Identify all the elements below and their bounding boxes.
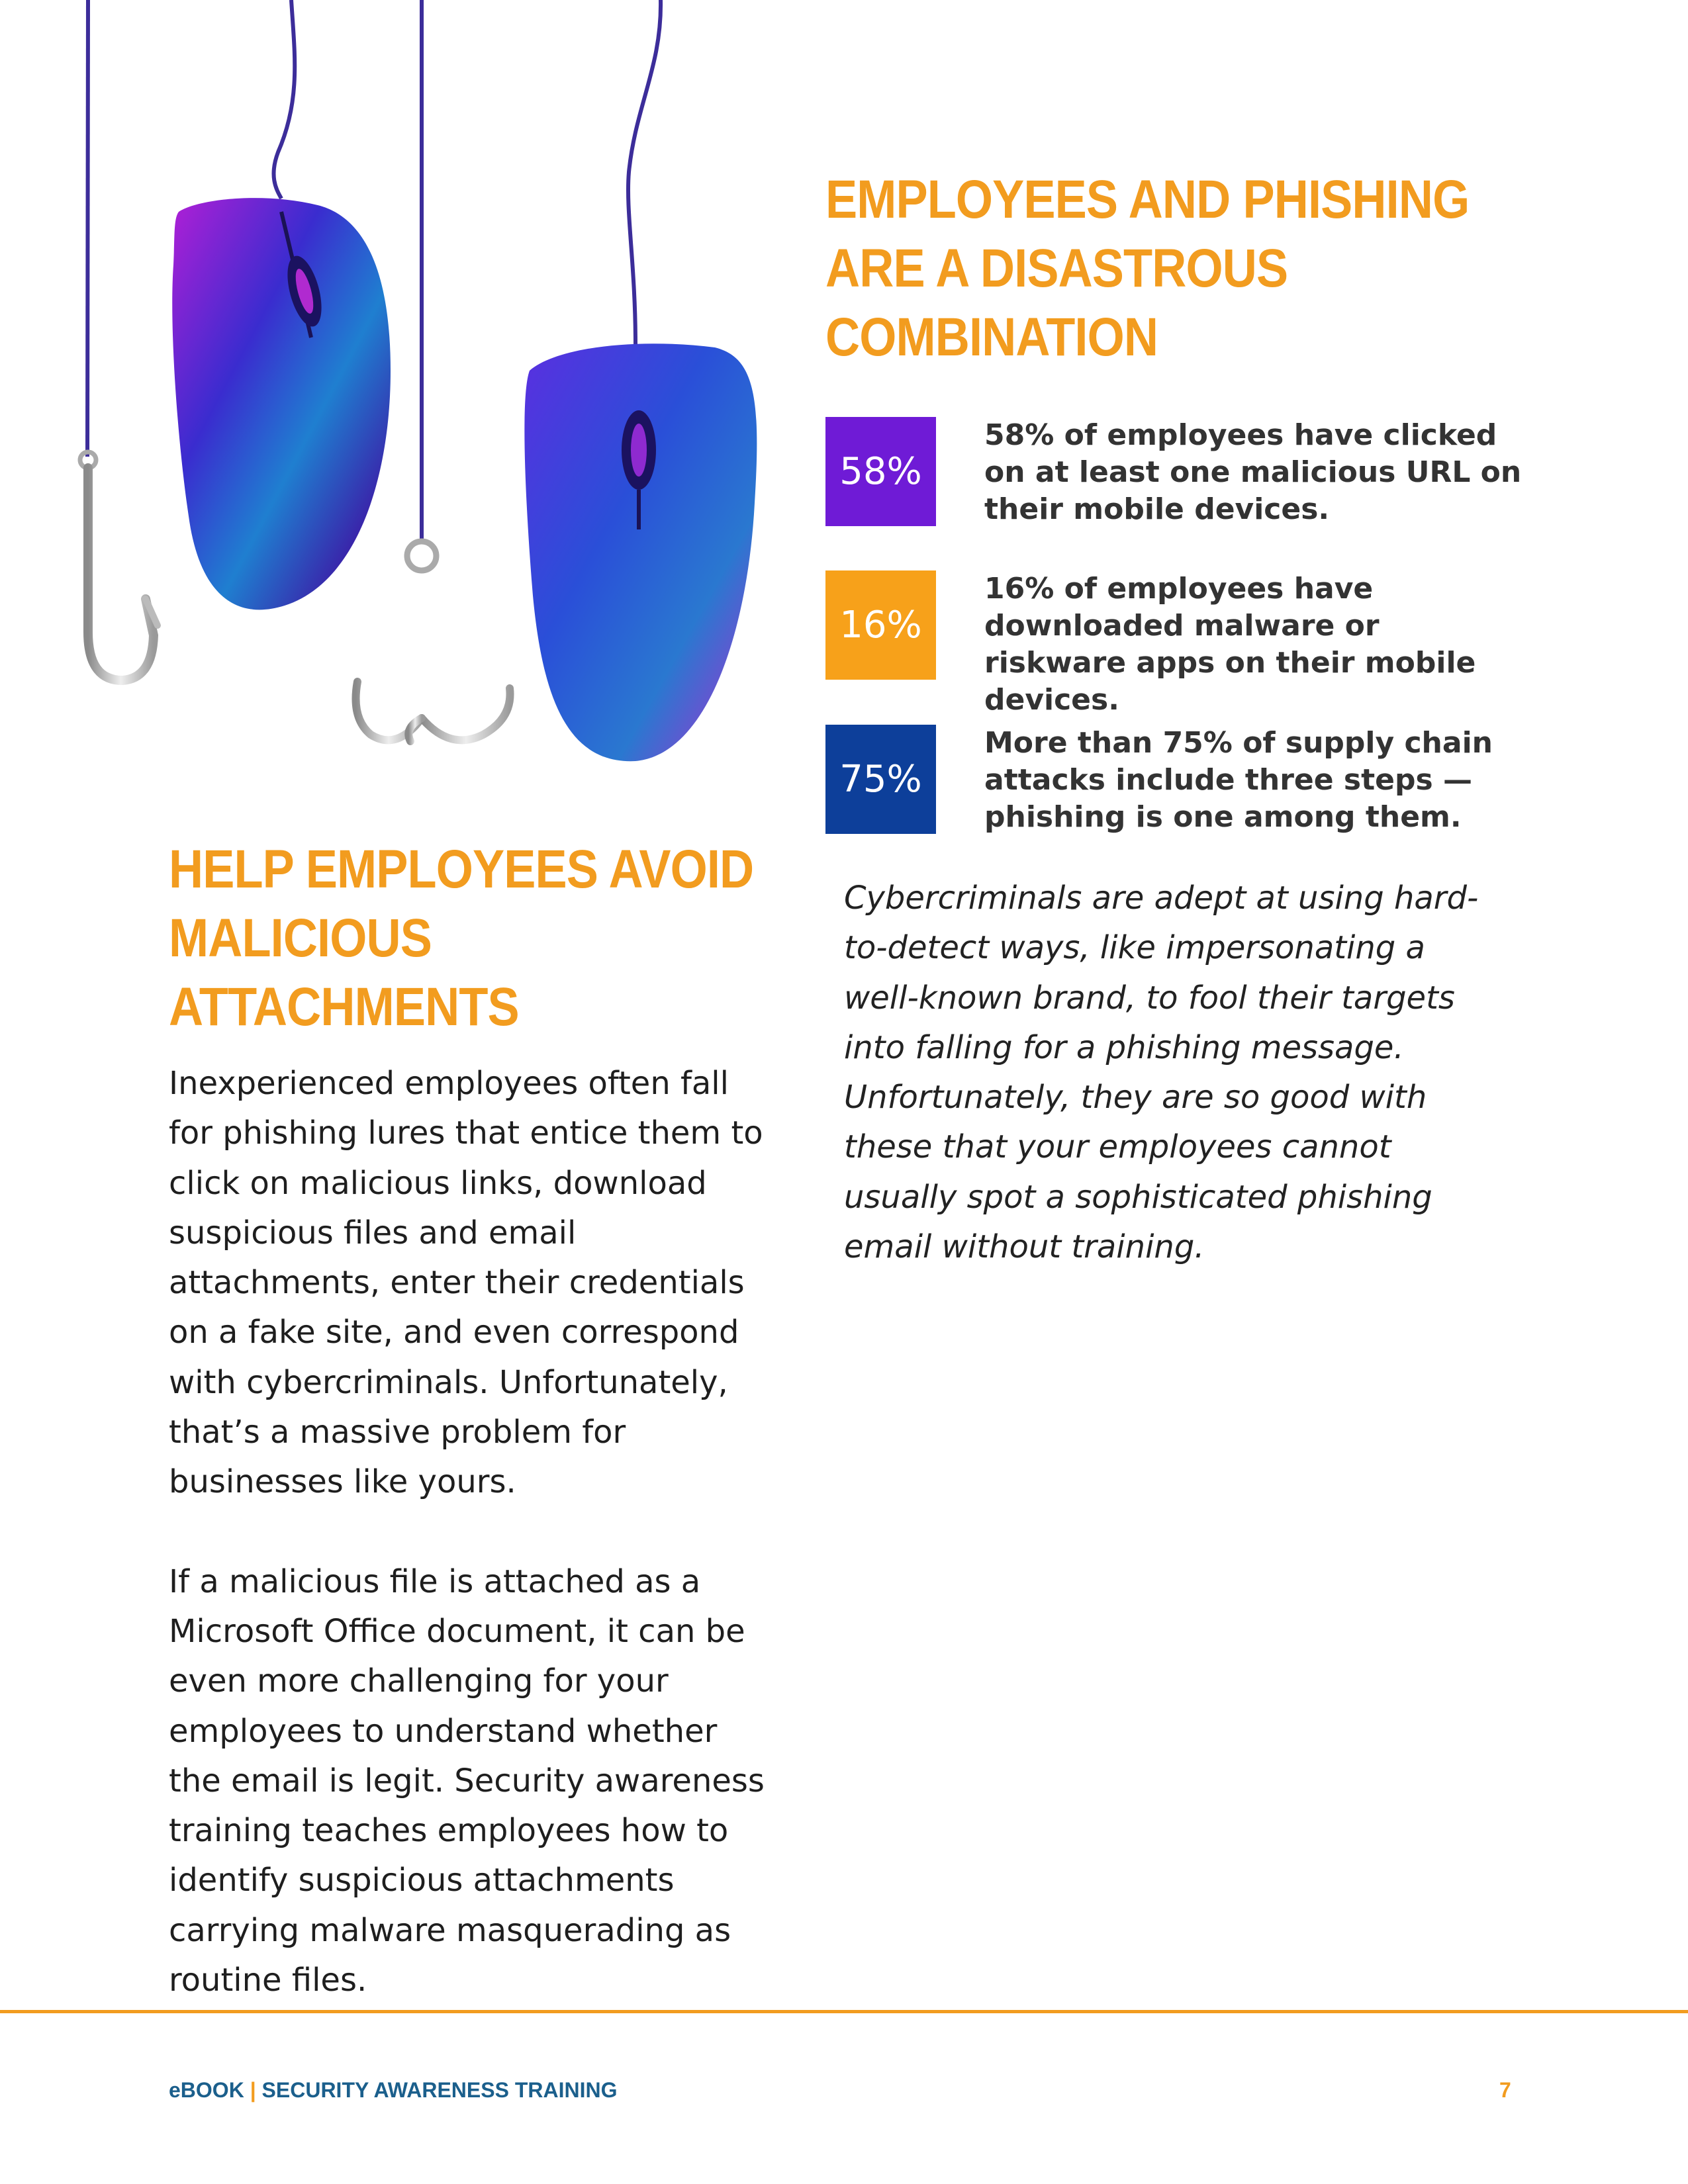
stat-badge: 75% [825,725,936,834]
stat-badge: 16% [825,570,936,680]
stat-description: 16% of employees have downloaded malware or riskware apps on their mobile devices. [984,572,1476,717]
page-number: 7 [1499,2078,1511,2102]
body-paragraph: Inexperienced employees often fall for phishing lures that entice them to click on malicious links, download suspicious files and email attachments, enter their credentials on a fake site, and even correspond with cybercriminals. Unfortunately, that’s a massive problem for businesses like yours. [169,1065,763,1501]
stat-badge: 58% [825,417,936,526]
mouse-left-icon [172,0,391,610]
stat-description: More than 75% of supply chain attacks include three steps — phishing is one among them. [984,726,1493,834]
body-text [169,1059,778,2055]
section-heading-phishing: EMPLOYEES AND PHISHING ARE A DISASTROUS COMBINATION [825,169,1470,367]
footer-document-title: SECURITY AWARENESS TRAINING [261,2078,618,2102]
body-paragraph: If a malicious file is attached as a Microsoft Office document, it can be even more challenging for your employees to understand whether the email is legit. Security awareness training teaches employees how to identify suspicious attachments carrying malware masquerading as routine files. [169,1563,765,1999]
section-heading-attachments: HELP EMPLOYEES AVOID MALICIOUS ATTACHMENTS [169,839,754,1037]
mouse-right-icon [524,0,757,761]
fishing-hook-left-icon [80,0,158,680]
pull-quote: Cybercriminals are adept at using hard-to-detect ways, like impersonating a well-known brand, to fool their targets into falling for a phishing message. Unfortunately, they are so good with these that your employees cannot usually spot a sophisticated phishing email without training. [844,880,1479,1266]
footer-title [169,2078,617,2103]
footer-divider [0,2010,1688,2013]
stat-item [825,417,1527,529]
stat-description: 58% of employees have clicked on at least one malicious URL on their mobile devices. [984,418,1522,526]
stat-item [825,725,1527,837]
footer-separator: | [250,2078,256,2102]
stat-item [825,570,1527,717]
hero-illustration [0,0,821,788]
footer-ebook-label: eBOOK [169,2078,244,2102]
